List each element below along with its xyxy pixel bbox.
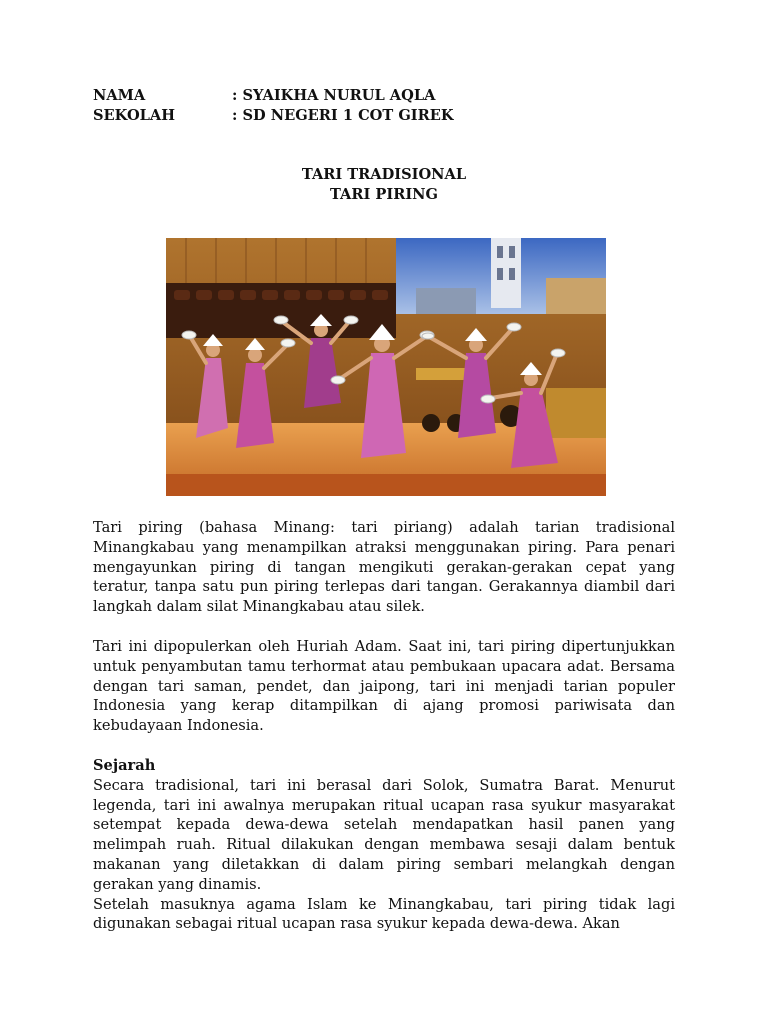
section-title-sejarah: Sejarah xyxy=(93,756,156,774)
paragraph-intro: Tari piring (bahasa Minang: tari piriang) adalah tarian tradisional Minangkabau yang menampilkan atraksi menggunakan piring. Para penari mengayunkan piring di tangan mengikuti gerakan-gerakan cepat yang teratur, tanpa satu pun piring terlepas dari tangan. Gerakannya diambil dari langkah dalam silat Minangkabau atau silek. xyxy=(93,519,675,616)
name-label: NAMA xyxy=(93,87,146,104)
name-row xyxy=(93,86,454,106)
school-value: : SD NEGERI 1 COT GIREK xyxy=(232,107,454,124)
article-body xyxy=(93,518,675,934)
paragraph-history-1: Secara tradisional, tari ini berasal dari Solok, Sumatra Barat. Menurut legenda, tari ini awalnya merupakan ritual ucapan rasa syukur masyarakat setempat kepada dewa-dewa setelah mendapatkan hasil panen yang melimpah ruah. Ritual dilakukan dengan membawa sesaji dalam bentuk makanan yang diletakkan di dalam piring sembari melangkah dengan gerakan yang dinamis. xyxy=(93,776,675,893)
student-info xyxy=(93,86,454,126)
name-value: : SYAIKHA NURUL AQLA xyxy=(232,87,436,104)
paragraph-history-2: Setelah masuknya agama Islam ke Minangkabau, tari piring tidak lagi digunakan sebagai ritual ucapan rasa syukur kepada dewa-dewa. Akan xyxy=(93,895,675,933)
tari-piring-photo xyxy=(166,238,606,496)
heading-line-1: TARI TRADISIONAL xyxy=(301,166,467,183)
document-heading xyxy=(0,165,768,205)
school-label: SEKOLAH xyxy=(93,107,176,124)
heading-line-2: TARI PIRING xyxy=(330,186,438,203)
school-row xyxy=(93,106,454,126)
paragraph-popularity: Tari ini dipopulerkan oleh Huriah Adam. Saat ini, tari piring dipertunjukkan untuk penyambutan tamu terhormat atau pembukaan upacara adat. Bersama dengan tari saman, pendet, dan jaipong, tari ini menjadi tarian populer Indonesia yang kerap ditampilkan di ajang promosi pariwisata dan kebudayaan Indonesia. xyxy=(93,637,675,735)
